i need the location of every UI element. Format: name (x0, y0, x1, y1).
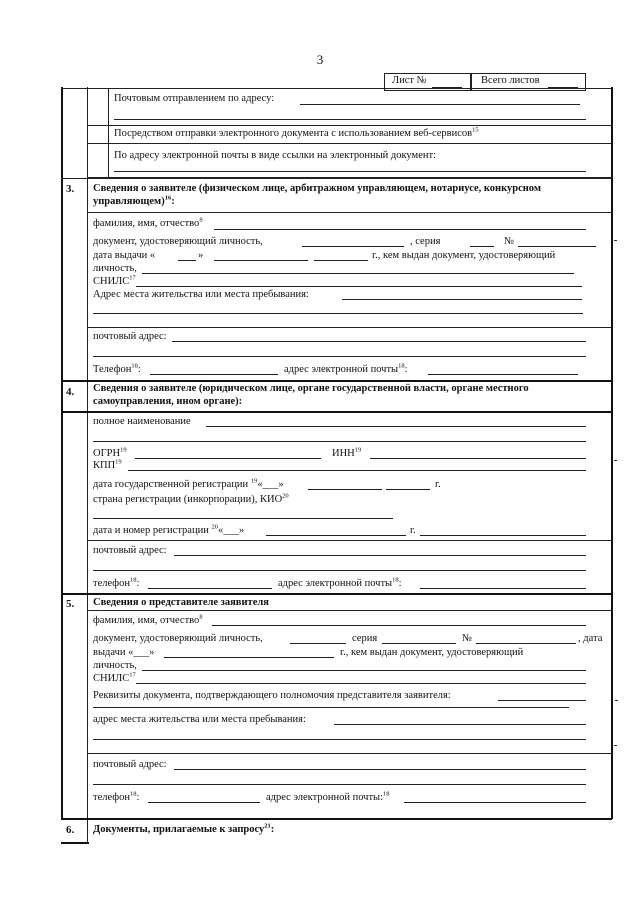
s4-reg-date-year: г. (435, 479, 441, 490)
section-6-number: 6. (66, 824, 75, 836)
s4-reg-number-label: дата и номер регистрации $^{20}$«___» (93, 523, 245, 536)
delivery-by-webservice: Посредством отправки электронного документа с использованием веб-сервисов$^{15}$ (114, 126, 479, 139)
section-5-number: 5. (66, 598, 75, 610)
s3-email-label: адрес электронной почты$^{18}$: (284, 362, 408, 375)
s4-inn-label: ИНН$^{19}$ (332, 446, 362, 459)
s4-country-label: страна регистрации (инкорпорации), КИО$^{20}$ (93, 492, 289, 505)
s3-doc-line1: документ, удостоверяющий личность, (93, 236, 263, 247)
s5-doc-identity-tail: личность, (93, 660, 137, 671)
s5-snils-label: СНИЛС$^{17}$ (93, 671, 136, 684)
delivery-by-mail: Почтовым отправлением по адресу: (114, 93, 275, 104)
s3-doc-date-label: дата выдачи « (93, 250, 156, 261)
s5-residence-label: адрес места жительства или места пребывания: (93, 714, 306, 725)
s5-fio-label: фамилия, имя, отчество$^8$ (93, 613, 203, 626)
s5-phone-label: телефон$^{18}$: (93, 790, 140, 803)
section-4-number: 4. (66, 386, 75, 398)
s5-postal-label: почтовый адрес: (93, 759, 167, 770)
s3-doc-date-close: » (198, 250, 204, 261)
s5-authority-label: Реквизиты документа, подтверждающего полномочия представителя заявителя: (93, 690, 451, 701)
page-number: 3 (316, 52, 324, 67)
s4-ogrn-label: ОГРН$^{19}$ (93, 446, 127, 459)
s4-reg-number-year: г. (410, 525, 416, 536)
section-3-title-line2: управляющем)$^{16}$: (93, 194, 175, 207)
section-3-number: 3. (66, 183, 75, 195)
s4-phone-label: телефон$^{18}$: (93, 576, 140, 589)
s3-residence-label: Адрес места жительства или места пребывания: (93, 289, 309, 300)
s3-doc-number-label: № (504, 236, 515, 247)
section-4-title-line1: Сведения о заявителе (юридическом лице, органе государственной власти, органе местного (93, 383, 529, 394)
s3-postal-label: почтовый адрес: (93, 331, 167, 342)
total-sheets-label: Всего листов (481, 75, 540, 86)
s4-postal-label: почтовый адрес: (93, 545, 167, 556)
section-3-title-line1: Сведения о заявителе (физическом лице, арбитражном управляющем, нотариусе, конкурсном (93, 183, 542, 194)
s3-fio-label: фамилия, имя, отчество$^8$ (93, 216, 203, 229)
s3-doc-issuer-label: г., кем выдан документ, удостоверяющий (372, 250, 556, 261)
s3-snils-label: СНИЛС$^{17}$ (93, 274, 136, 287)
s3-phone-label: Телефон$^{18}$: (93, 362, 141, 375)
s4-full-name-label: полное наименование (93, 416, 191, 427)
section-4-title-line2: самоуправления, ином органе): (93, 396, 243, 407)
s5-doc-number-label: № (462, 633, 473, 644)
s4-reg-date-label: дата государственной регистрации $^{19}$«___» (93, 477, 284, 490)
s5-email-label: адрес электронной почты:$^{18}$ (266, 790, 390, 803)
s5-doc-series-label: серия (352, 633, 378, 644)
sheet-number-label: Лист № (392, 75, 427, 86)
delivery-by-email: По адресу электронной почты в виде ссылки на электронный документ: (114, 150, 436, 161)
s5-doc-label: документ, удостоверяющий личность, (93, 633, 263, 644)
s3-doc-series-label: , серия (410, 236, 441, 247)
section-5-title: Сведения о представителе заявителя (93, 597, 269, 608)
s3-doc-identity-tail: личность, (93, 263, 137, 274)
s5-doc-date-label: , дата (578, 633, 603, 644)
s4-kpp-label: КПП$^{19}$ (93, 458, 122, 471)
s5-doc-issue-label: выдачи «___» (93, 647, 155, 658)
s4-email-label: адрес электронной почты$^{18}$: (278, 576, 402, 589)
s5-doc-issuer-label: г., кем выдан документ, удостоверяющий (340, 647, 524, 658)
section-6-title: Документы, прилагаемые к запросу$^{21}$: (93, 822, 275, 835)
